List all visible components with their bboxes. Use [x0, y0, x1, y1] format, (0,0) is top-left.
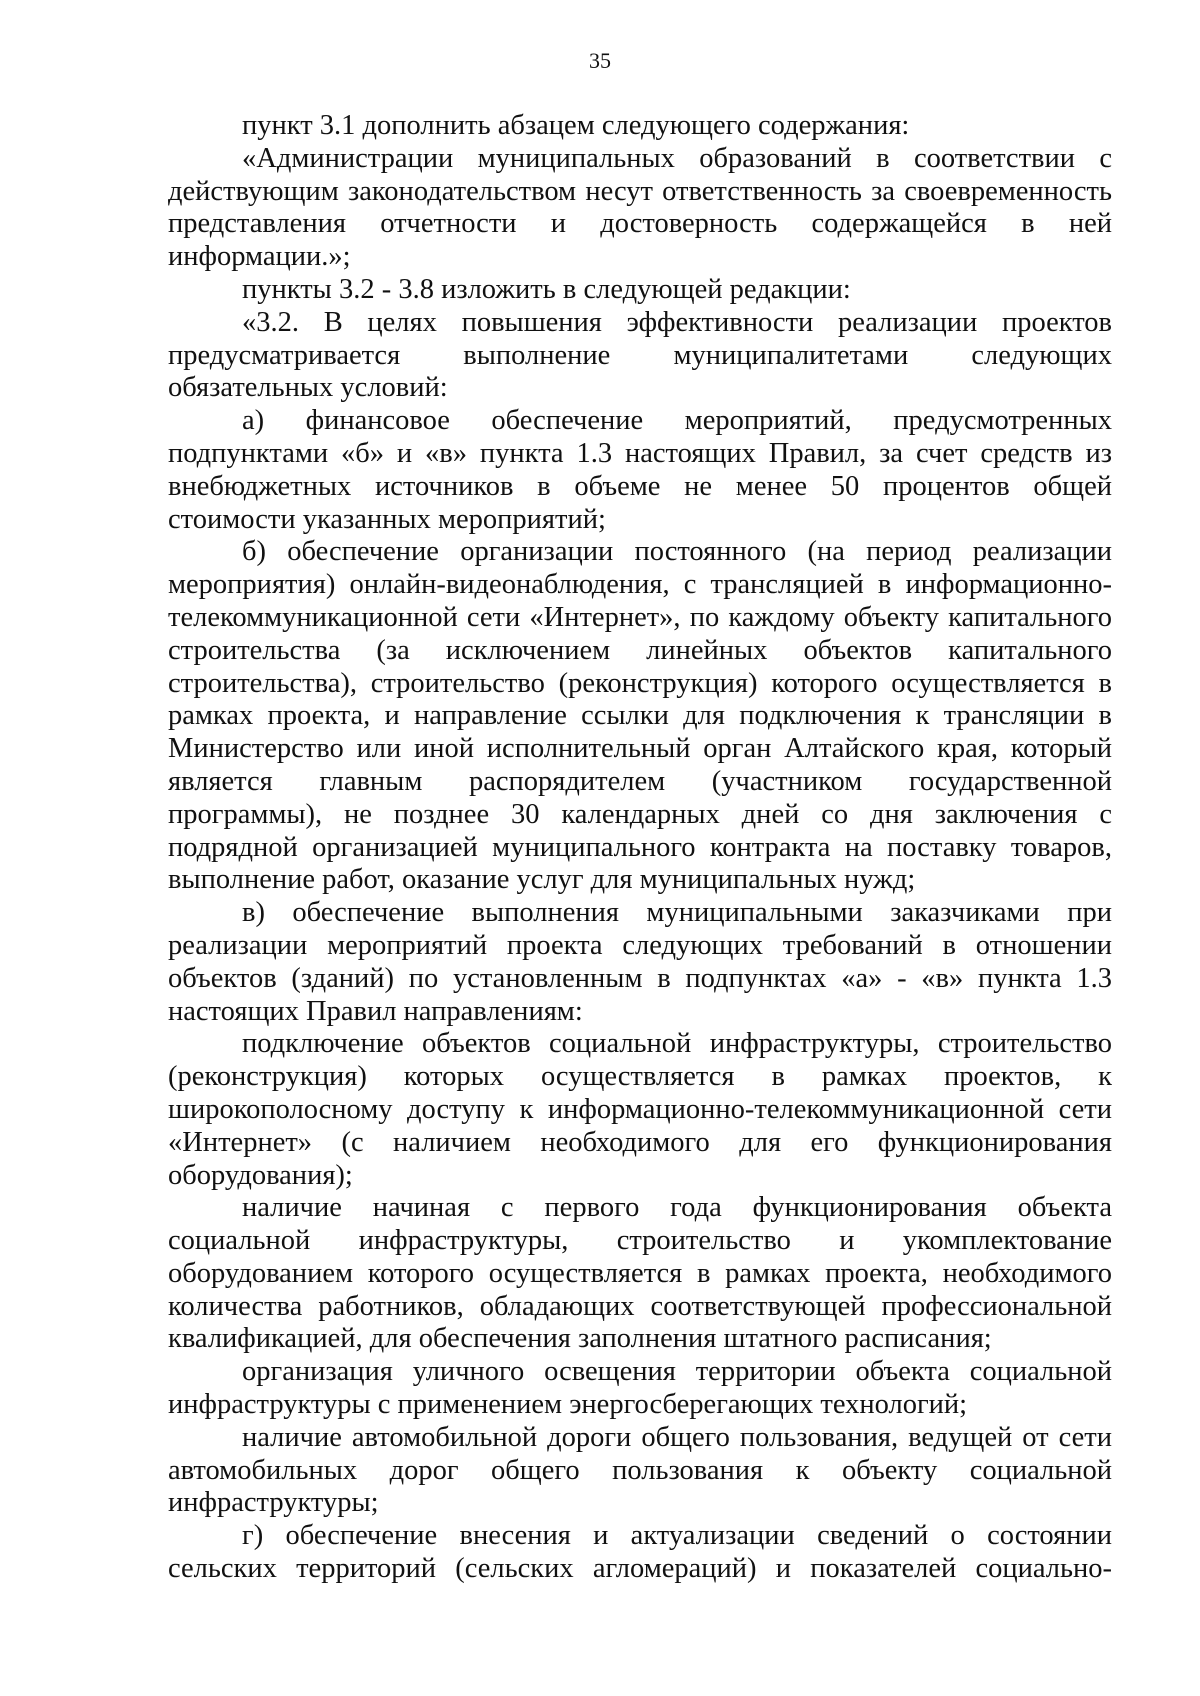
paragraph-amendment-3-2-3-8: пункты 3.2 - 3.8 изложить в следующей редакции: — [242, 273, 851, 305]
paragraph-amendment-3-1: пункт 3.1 дополнить абзацем следующего содержания: — [242, 110, 910, 141]
page-number: 35 — [589, 48, 611, 73]
paragraph-municipal-responsibility: «Администрации муниципальных образований в соответствии с действующим законодательством несут ответственность за своевременность представления отчетности и достоверность содержащейся в ней информации.»; — [168, 142, 1112, 273]
paragraph-item-g: г) обеспечение внесения и актуализации сведений о состоянии сельских территорий (сельских агломераций) и показателей социально- — [168, 1520, 1112, 1585]
paragraph-item-a: а) финансовое обеспечение мероприятий, предусмотренных подпунктами «б» и «в» пункта 1.3 настоящих Правил, за счет средств из внебюджетных источников в объеме не менее 50 процентов общей стоимости указанных мероприятий; — [168, 405, 1112, 535]
paragraph-street-lighting: организация уличного освещения территории объекта социальной инфраструктуры с применением энергосберегающих технологий; — [168, 1356, 1112, 1421]
paragraph-staffing: наличие начиная с первого года функционирования объекта социальной инфраструктуры, строительство и укомплектование оборудованием которого осуществляется в рамках проекта, необходимого количества работников, обладающих соответствующей профессиональной квалификацией, для обеспечения заполнения штатного расписания; — [168, 1192, 1112, 1355]
paragraph-road-access: наличие автомобильной дороги общего пользования, ведущей от сети автомобильных дорог общего пользования к объекту социальной инфраструктуры; — [168, 1421, 1112, 1519]
document-body — [168, 110, 1112, 1586]
paragraph-item-v: в) обеспечение выполнения муниципальными заказчиками при реализации мероприятий проекта следующих требований в отношении объектов (зданий) по установленным в подпунктах «а» - «в» пункта 1.3 настоящих Правил направлениям: — [168, 897, 1112, 1027]
paragraph-3-2-conditions: «3.2. В целях повышения эффективности реализации проектов предусматривается выполнение муниципалитетами следующих обязательных условий: — [168, 306, 1112, 404]
paragraph-internet-connection: подключение объектов социальной инфраструктуры, строительство (реконструкция) которых осуществляется в рамках проектов, к широкополосному доступу к информационно-телекоммуникационной сети «Интернет» (с наличием необходимого для его функционирования оборудования); — [168, 1028, 1112, 1191]
paragraph-item-b: б) обеспечение организации постоянного (на период реализации мероприятия) онлайн-видеонаблюдения, с трансляцией в информационно-телекоммуникационной сети «Интернет», по каждому объекту капитального строительства (за исключением линейных объектов капитального строительства), строительство (реконструкция) которого осуществляется в рамках проекта, и направление ссылки для подключения к трансляции в Министерство или иной исполнительный орган Алтайского края, который является главным распорядителем (участником государственной программы), не позднее 30 календарных дней со дня заключения с подрядной организацией муниципального контракта на поставку товаров, выполнение работ, оказание услуг для муниципальных нужд; — [168, 536, 1112, 896]
